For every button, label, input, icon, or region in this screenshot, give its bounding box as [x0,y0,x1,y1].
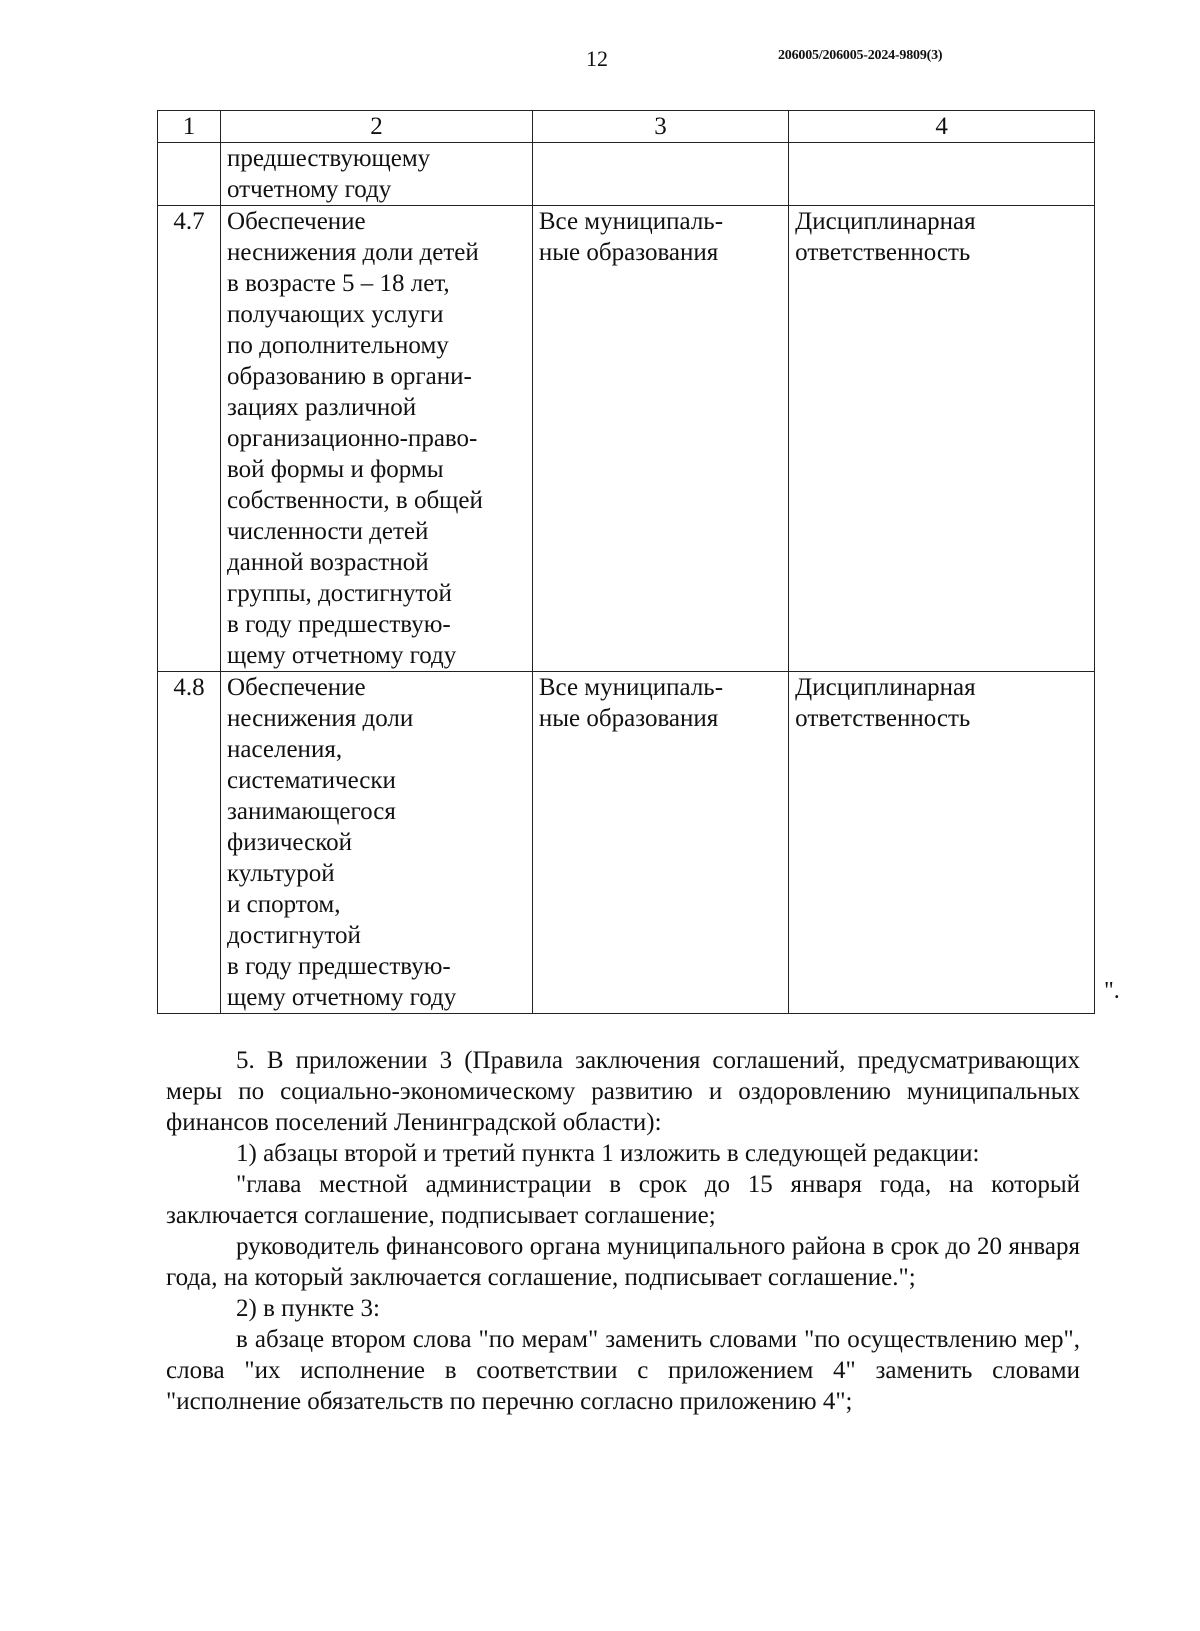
text-line: культурой [227,860,335,887]
text-line: населения, [227,736,343,763]
row-number: 4.8 [158,672,221,1014]
scope-cell [532,143,788,206]
text-line: получающих услуги [227,301,444,328]
text-line: ные образования [538,239,719,266]
text-line: занимающегося [227,798,396,825]
column-header-3: 3 [532,111,788,143]
paragraph: "глава местной администрации в срок до 15 января года, на который заключается соглашение, подписывает соглашение; [166,1171,1080,1229]
responsibility-cell [789,206,1095,672]
text-line: группы, достигнутой [227,580,452,607]
text-line: неснижения доли детей [227,239,479,266]
text-line: собственности, в общей [227,487,483,514]
paragraph: руководитель финансового органа муниципального района в срок до 20 января года, на который заключается соглашение, подписывает соглашение."; [166,1233,1080,1291]
measure-text [221,143,533,206]
paragraph: 1) абзацы второй и третий пункта 1 изложить в следующей редакции: [236,1140,980,1167]
text-line: щему отчетному году [227,642,457,669]
text-line: отчетному году [227,176,392,203]
paragraph: в абзаце втором слова "по мерам" заменить словами "по осуществлению мер", слова "их исполнение в соответствии с приложением 4" заменить словами "исполнение обязательств по перечню согласно приложению 4"; [166,1326,1080,1415]
document-id: 206005/206005-2024-9809(3) [778,48,943,63]
text-line: ные образования [538,705,719,732]
text-line: ответственность [795,705,971,732]
text-line: организационно-право- [227,425,478,452]
measures-table [157,110,1095,1014]
text-line: ответственность [795,239,971,266]
table-header-row [158,111,1095,143]
text-line: Дисциплинарная [795,674,976,701]
responsibility-cell [789,672,1095,1014]
text-line: щему отчетному году [227,984,457,1011]
text-line: данной возрастной [227,549,429,576]
closing-quote: ". [1104,978,1120,1004]
text-line: в возрасте 5 – 18 лет, [227,270,450,297]
text-line: в году предшествую- [227,611,451,638]
row-number: 4.7 [158,206,221,672]
text-line: вой формы и формы [227,456,444,483]
page-number: 12 [586,46,608,71]
table-row [158,672,1095,1014]
column-header-1: 1 [158,111,221,143]
text-line: по дополнительному [227,332,449,359]
measure-text [221,672,533,1014]
text-line: Обеспечение [227,208,366,235]
text-line: Дисциплинарная [795,208,976,235]
scope-cell [532,206,788,672]
text-line: достигнутой [227,922,361,949]
table-row [158,206,1095,672]
column-header-4: 4 [789,111,1095,143]
text-line: Все муниципаль- [538,208,724,235]
text-line: Все муниципаль- [538,674,724,701]
paragraph: 5. В приложении 3 (Правила заключения соглашений, предусматривающих меры по социально-экономическому развитию и оздоровлению муниципальных финансов поселений Ленинградской области): [166,1047,1080,1136]
text-line: физической [227,829,352,856]
row-number [158,143,221,206]
text-line: предшествующему [227,145,431,172]
text-line: в году предшествую- [227,953,451,980]
text-line: Обеспечение [227,674,366,701]
text-line: зациях различной [227,394,417,421]
text-line: образованию в органи- [227,363,472,390]
text-line: систематически [227,767,396,794]
measure-text [221,206,533,672]
text-line: численности детей [227,518,429,545]
table-row [158,143,1095,206]
text-line: неснижения доли [227,705,414,732]
column-header-2: 2 [221,111,533,143]
paragraph: 2) в пункте 3: [236,1295,380,1322]
scope-cell [532,672,788,1014]
responsibility-cell [789,143,1095,206]
text-line: и спортом, [227,891,341,918]
body-text [166,1045,1080,1417]
